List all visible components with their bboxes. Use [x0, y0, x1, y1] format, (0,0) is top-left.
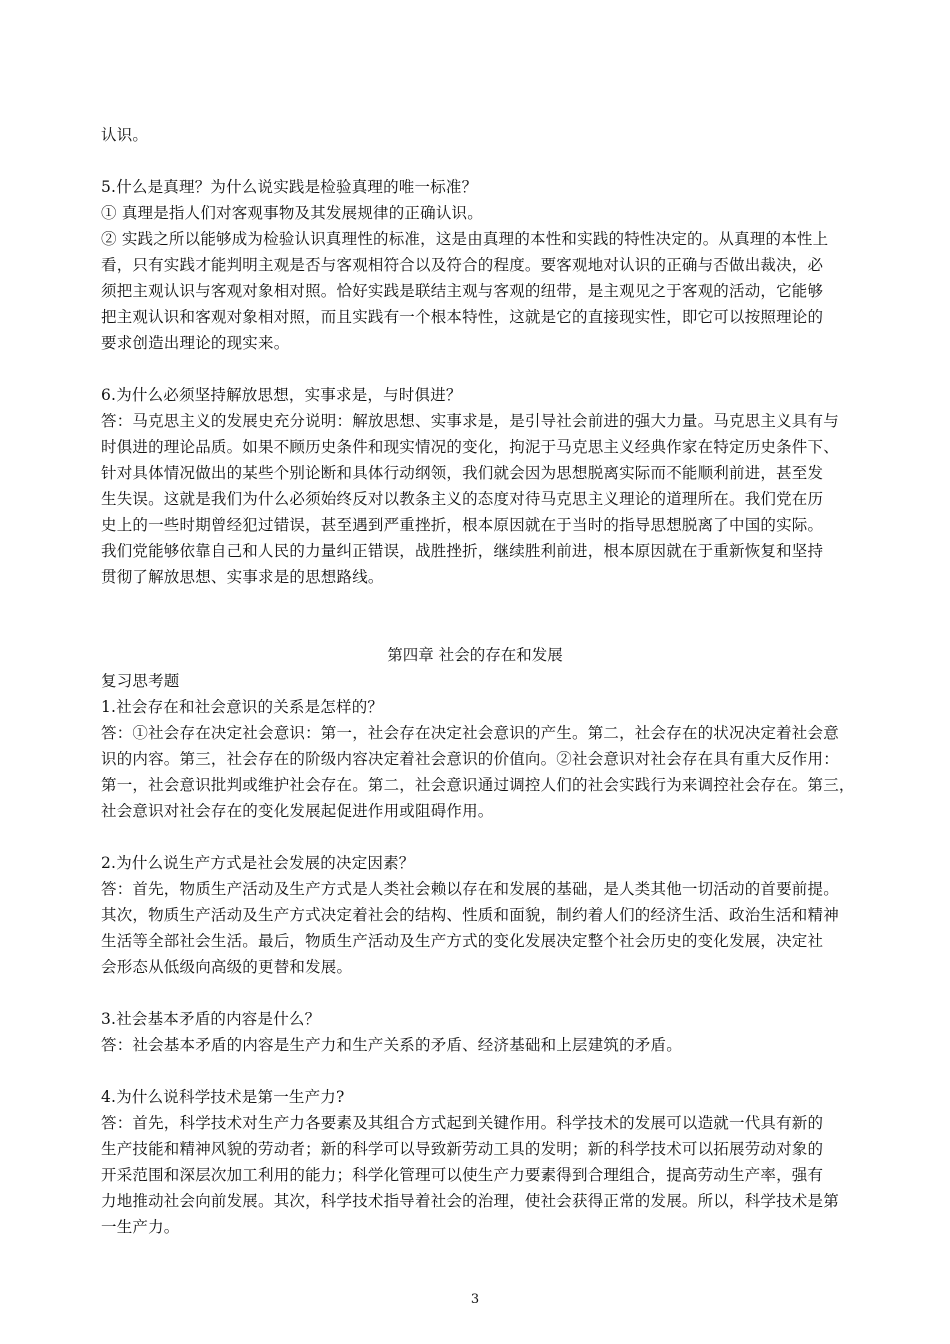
- text-line: 识的内容。第三，社会存在的阶级内容决定着社会意识的价值向。②社会意识对社会存在具有重大反作用：: [101, 750, 839, 768]
- text-line: 其次，物质生产活动及生产方式决定着社会的结构、性质和面貌，制约着人们的经济生活、政治生活和精神: [101, 906, 839, 924]
- question-heading: 3.社会基本矛盾的内容是什么？: [101, 1010, 321, 1028]
- page-number: 3: [470, 1292, 480, 1307]
- text-line: 时俱进的理论品质。如果不顾历史条件和现实情况的变化，拘泥于马克思主义经典作家在特定历史条件下、: [101, 438, 839, 456]
- text-line: 开采范围和深层次加工利用的能力；科学化管理可以使生产力要素得到合理组合，提高劳动生产率，强有: [101, 1166, 824, 1184]
- section-heading: 复习思考题: [101, 672, 180, 690]
- text-line: 答：马克思主义的发展史充分说明：解放思想、实事求是，是引导社会前进的强大力量。马克思主义具有与: [101, 412, 839, 430]
- text-line: 会形态从低级向高级的更替和发展。: [101, 958, 353, 976]
- text-line: 认识。: [101, 126, 149, 144]
- text-line: 我们党能够依靠自己和人民的力量纠正错误，战胜挫折，继续胜利前进，根本原因就在于重新恢复和坚持: [101, 542, 824, 560]
- question-heading: 2.为什么说生产方式是社会发展的决定因素？: [101, 854, 415, 872]
- text-line: 社会意识对社会存在的变化发展起促进作用或阻碍作用。: [101, 802, 494, 820]
- text-line: 须把主观认识与客观对象相对照。恰好实践是联结主观与客观的纽带，是主观见之于客观的活动，它能够: [101, 282, 824, 300]
- text-line: 看，只有实践才能判明主观是否与客观相符合以及符合的程度。要客观地对认识的正确与否做出裁决，必: [101, 256, 824, 274]
- text-line: 一生产力。: [101, 1218, 180, 1236]
- text-line: ① 真理是指人们对客观事物及其发展规律的正确认识。: [101, 204, 483, 222]
- text-line: 答：首先，物质生产活动及生产方式是人类社会赖以存在和发展的基础，是人类其他一切活动的首要前提。: [101, 880, 839, 898]
- text-line: 贯彻了解放思想、实事求是的思想路线。: [101, 568, 384, 586]
- text-line: 要求创造出理论的现实来。: [101, 334, 290, 352]
- question-heading: 5.什么是真理？为什么说实践是检验真理的唯一标准？: [101, 178, 478, 196]
- question-heading: 6.为什么必须坚持解放思想，实事求是，与时俱进？: [101, 386, 462, 404]
- text-line: 针对具体情况做出的某些个别论断和具体行动纲领，我们就会因为思想脱离实际而不能顺利前进，甚至发: [101, 464, 824, 482]
- question-heading: 4.为什么说科学技术是第一生产力?: [101, 1088, 345, 1106]
- text-line: 史上的一些时期曾经犯过错误，甚至遇到严重挫折，根本原因就在于当时的指导思想脱离了中国的实际。: [101, 516, 824, 534]
- text-line: 生失误。这就是我们为什么必须始终反对以教条主义的态度对待马克思主义理论的道理所在。我们党在历: [101, 490, 824, 508]
- text-line: 答：首先，科学技术对生产力各要素及其组合方式起到关键作用。科学技术的发展可以造就一代具有新的: [101, 1114, 824, 1132]
- chapter-title: 第四章 社会的存在和发展: [387, 646, 563, 664]
- text-line: 答：①社会存在决定社会意识：第一，社会存在决定社会意识的产生。第二，社会存在的状况决定着社会意: [101, 724, 839, 742]
- question-heading: 1.社会存在和社会意识的关系是怎样的？: [101, 698, 384, 716]
- text-line: ② 实践之所以能够成为检验认识真理性的标准，这是由真理的本性和实践的特性决定的。从真理的本性上: [101, 230, 829, 248]
- text-line: 第一，社会意识批判或维护社会存在。第二，社会意识通过调控人们的社会实践行为来调控社会存在。第三，: [101, 776, 855, 794]
- text-line: 生活等全部社会生活。最后，物质生产活动及生产方式的变化发展决定整个社会历史的变化发展，决定社: [101, 932, 824, 950]
- text-line: 生产技能和精神风貌的劳动者；新的科学可以导致新劳动工具的发明；新的科学技术可以拓展劳动对象的: [101, 1140, 824, 1158]
- text-line: 把主观认识和客观对象相对照，而且实践有一个根本特性，这就是它的直接现实性，即它可以按照理论的: [101, 308, 824, 326]
- text-line: 力地推动社会向前发展。其次，科学技术指导着社会的治理，使社会获得正常的发展。所以，科学技术是第: [101, 1192, 839, 1210]
- text-line: 答：社会基本矛盾的内容是生产力和生产关系的矛盾、经济基础和上层建筑的矛盾。: [101, 1036, 682, 1054]
